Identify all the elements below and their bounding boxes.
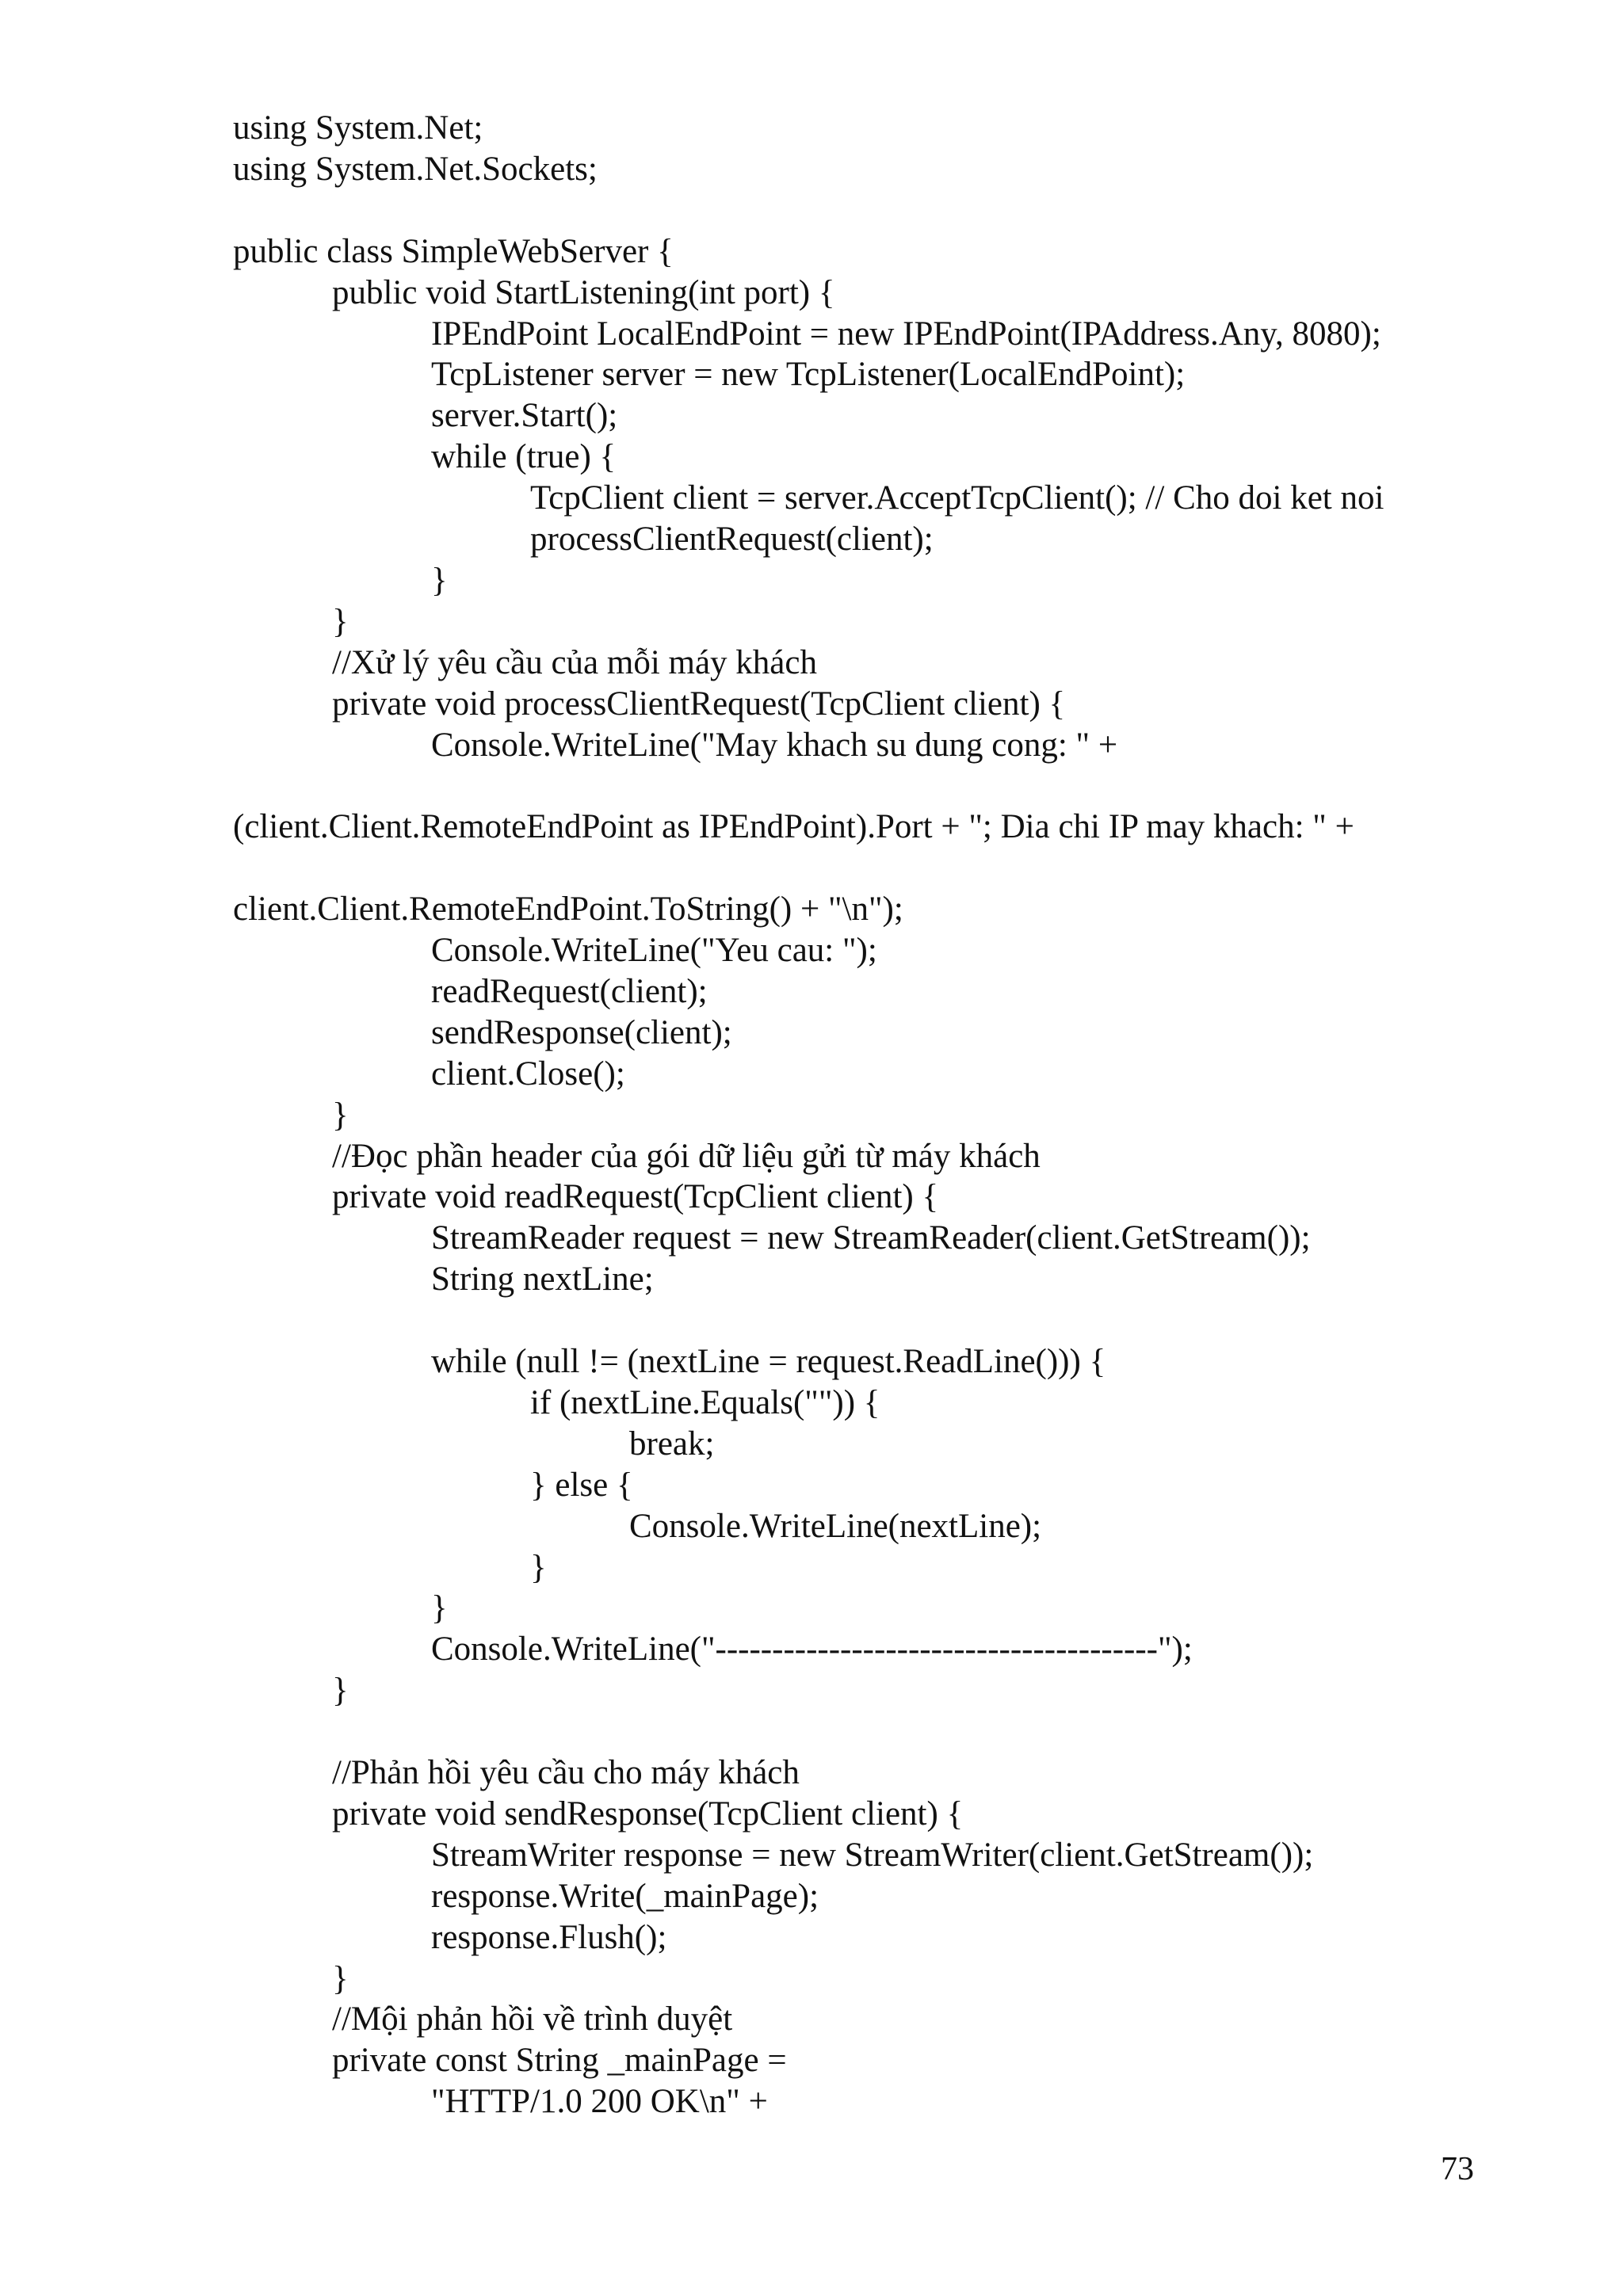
code-line: StreamWriter response = new StreamWriter(client.GetStream()); [431, 1836, 1314, 1874]
code-line: } [530, 1548, 547, 1586]
code-line: using System.Net; [233, 109, 483, 147]
code-line: Console.WriteLine("---------------------------------------"); [431, 1630, 1193, 1669]
code-line: while (true) { [431, 438, 617, 476]
code-line: server.Start(); [431, 397, 618, 435]
code-line: Console.WriteLine("Yeu cau: "); [431, 932, 877, 969]
code-line: TcpListener server = new TcpListener(LocalEndPoint); [431, 356, 1186, 394]
code-line: if (nextLine.Equals("")) { [530, 1383, 880, 1421]
page-number: 73 [1441, 2151, 1474, 2187]
code-line: processClientRequest(client); [530, 521, 934, 558]
code-line: } [332, 1672, 349, 1710]
code-line: Console.WriteLine(nextLine); [629, 1507, 1042, 1545]
code-line: while (null != (nextLine = request.ReadLine())) { [431, 1343, 1106, 1380]
code-line: private void readRequest(TcpClient client) { [332, 1178, 939, 1216]
code-line: TcpClient client = server.AcceptTcpClient(); // Cho doi ket noi [530, 479, 1384, 517]
code-line: } [431, 1589, 448, 1627]
code-line: //Phản hồi yêu cầu cho máy khách [332, 1754, 800, 1791]
code-line: public void StartListening(int port) { [332, 273, 835, 311]
code-line: "HTTP/1.0 200 OK\n" + [431, 2083, 768, 2121]
code-line: sendResponse(client); [431, 1013, 732, 1051]
code-line: } [332, 1096, 349, 1134]
code-line: (client.Client.RemoteEndPoint as IPEndPoint).Port + "; Dia chi IP may khach: " + [233, 808, 1354, 846]
code-line: private void processClientRequest(TcpClient client) { [332, 685, 1066, 723]
code-line: client.Client.RemoteEndPoint.ToString() + "\n"); [233, 891, 903, 929]
code-line: } [332, 1959, 349, 1997]
code-line: response.Write(_mainPage); [431, 1877, 819, 1915]
code-line: response.Flush(); [431, 1918, 667, 1956]
code-line: IPEndPoint LocalEndPoint = new IPEndPoint(IPAddress.Any, 8080); [431, 315, 1381, 353]
code-line: break; [629, 1425, 715, 1463]
code-line: } [332, 602, 349, 640]
code-line: //Xử lý yêu cầu của mỗi máy khách [332, 643, 817, 681]
code-line: String nextLine; [431, 1261, 654, 1299]
code-line: } else { [530, 1466, 633, 1504]
code-line: private const String _mainPage = [332, 2042, 787, 2080]
code-line: //Đọc phần header của gói dữ liệu gửi từ máy khách [332, 1137, 1041, 1175]
code-line: private void sendResponse(TcpClient client) { [332, 1794, 964, 1833]
code-line: //Mội phản hồi về trình duyệt [332, 2000, 733, 2039]
code-line: client.Close(); [431, 1055, 625, 1093]
code-line: public class SimpleWebServer { [233, 232, 674, 270]
code-line: } [431, 561, 448, 599]
code-line: using System.Net.Sockets; [233, 150, 598, 188]
code-line: Console.WriteLine("May khach su dung cong: " + [431, 726, 1118, 764]
code-line: StreamReader request = new StreamReader(client.GetStream()); [431, 1219, 1311, 1257]
code-line: readRequest(client); [431, 972, 708, 1010]
